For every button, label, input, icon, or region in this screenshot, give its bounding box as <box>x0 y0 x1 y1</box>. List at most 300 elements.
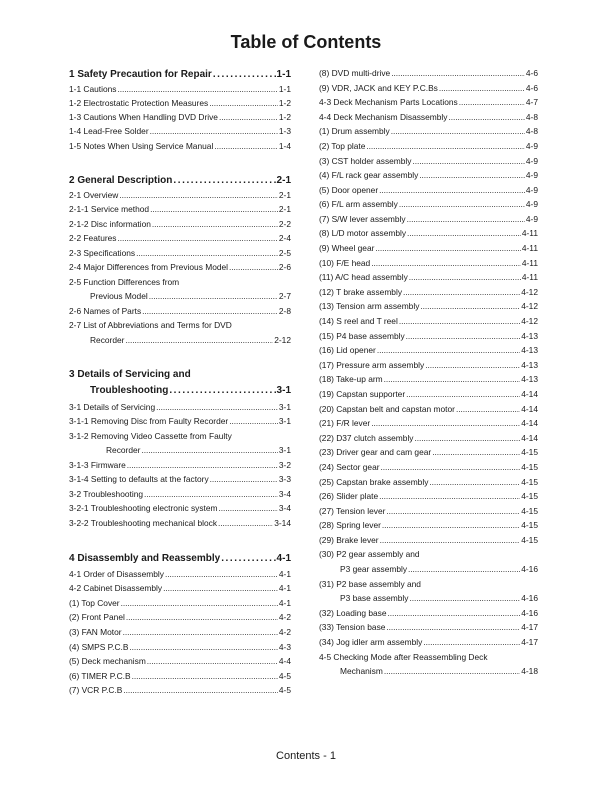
toc-page-number: 4-12 <box>521 286 538 297</box>
dot-leader <box>121 596 278 610</box>
dot-leader <box>379 183 525 197</box>
toc-entry-title: 2-2 Features <box>69 233 117 243</box>
toc-entry[interactable] <box>69 275 291 289</box>
toc-entry-title: (21) F/R lever <box>319 418 371 429</box>
toc-entry-title: 3-1-1 Removing Disc from Faulty Recorder <box>69 416 229 426</box>
toc-entry[interactable] <box>69 96 291 110</box>
toc-entry-title: (33) Tension base <box>319 622 386 633</box>
toc-page-number: 4-17 <box>521 637 538 647</box>
toc-page-number: 4-1 <box>278 569 291 579</box>
dot-leader <box>391 124 525 138</box>
toc-entry[interactable] <box>319 256 538 270</box>
toc-entry[interactable] <box>69 625 291 639</box>
toc-entry[interactable] <box>319 168 538 182</box>
toc-entry-title: (16) Lid opener <box>319 345 376 356</box>
dot-leader <box>382 518 520 532</box>
toc-entry[interactable] <box>319 343 538 357</box>
dot-leader <box>381 460 521 474</box>
toc-entry-title: 1-3 Cautions When Handling DVD Drive <box>69 112 218 122</box>
dot-leader <box>117 231 277 245</box>
dot-leader <box>384 664 520 678</box>
toc-entry[interactable] <box>319 358 538 372</box>
toc-entry[interactable] <box>319 562 538 576</box>
toc-entry-title: 4-2 Cabinet Disassembly <box>69 583 163 593</box>
dot-leader <box>403 285 520 299</box>
toc-page-number: 4-14 <box>521 388 538 399</box>
toc-entry-title: Previous Model <box>90 291 148 301</box>
dot-leader <box>165 567 278 581</box>
toc-entry[interactable] <box>69 654 291 668</box>
toc-entry-title: (19) Capstan supporter <box>319 388 406 399</box>
toc-page-number: 4-2 <box>278 627 291 637</box>
toc-entry[interactable] <box>319 139 538 153</box>
toc-entry[interactable] <box>319 650 538 664</box>
toc-page-number: 4-11 <box>521 272 538 283</box>
toc-entry-title: (26) Slider plate <box>319 491 379 502</box>
toc-entry-title: (5) Deck mechanism <box>69 656 146 666</box>
toc-page-number: 4-9 <box>525 170 538 181</box>
toc-page-number: 4-14 <box>521 432 538 443</box>
toc-section-heading[interactable] <box>69 173 291 189</box>
toc-page-number: 4-13 <box>521 374 538 385</box>
dot-leader <box>132 669 278 683</box>
page-footer: Contents - 1 <box>276 750 336 762</box>
toc-page-number: 2-12 <box>274 335 291 345</box>
toc-entry[interactable] <box>319 489 538 503</box>
dot-leader <box>142 304 278 318</box>
toc-entry-title: 4 Disassembly and Reassembly <box>69 553 221 564</box>
toc-entry[interactable] <box>319 460 538 474</box>
toc-entry[interactable] <box>69 669 291 683</box>
dot-leader <box>439 81 525 95</box>
toc-page-number: 4-13 <box>521 330 538 341</box>
toc-page-number: 4-18 <box>521 666 538 677</box>
toc-entry-title: (17) Pressure arm assembly <box>319 359 425 370</box>
toc-page-number: 4-11 <box>521 243 538 254</box>
dot-leader <box>384 372 521 386</box>
toc-entry[interactable] <box>319 154 538 168</box>
toc-entry[interactable] <box>69 640 291 654</box>
toc-entry[interactable] <box>319 197 538 211</box>
dot-leader <box>123 625 278 639</box>
toc-page-number: 2-6 <box>278 262 291 272</box>
toc-entry-title: (27) Tension lever <box>319 505 386 516</box>
toc-page-number: 4-9 <box>525 184 538 195</box>
toc-entry[interactable] <box>69 516 291 530</box>
toc-page-number: 1-2 <box>278 98 291 108</box>
toc-entry-title: 1-1 Cautions <box>69 84 117 94</box>
toc-page-number: 3-1 <box>278 402 291 412</box>
toc-entry-title: (5) Door opener <box>319 184 379 195</box>
toc-entry-title: (31) P2 base assembly and <box>319 578 421 589</box>
toc-entry-title: (4) F/L rack gear assembly <box>319 170 419 181</box>
toc-entry-title: (3) CST holder assembly <box>319 155 412 166</box>
toc-page-number: 3-2 <box>278 460 291 470</box>
dot-leader <box>229 260 278 274</box>
dot-leader <box>147 654 278 668</box>
toc-page-number: 4-5 <box>278 671 291 681</box>
toc-page-number: 2-1 <box>276 175 291 186</box>
toc-entry-title: Recorder <box>106 445 141 455</box>
toc-page-number: 4-1 <box>278 583 291 593</box>
dot-leader <box>399 197 525 211</box>
toc-entry[interactable] <box>69 458 291 472</box>
toc-entry[interactable] <box>319 591 538 605</box>
toc-page-number: 4-8 <box>525 111 538 122</box>
toc-page-number: 3-1 <box>278 445 291 455</box>
dot-leader <box>391 66 525 80</box>
dot-leader <box>380 533 521 547</box>
toc-entry[interactable] <box>69 82 291 96</box>
toc-entry[interactable] <box>319 504 538 518</box>
toc-entry[interactable] <box>319 402 538 416</box>
toc-entry[interactable] <box>319 475 538 489</box>
dot-leader <box>409 270 521 284</box>
dot-leader <box>219 501 278 515</box>
dot-leader <box>388 606 521 620</box>
toc-entry-title: 2-6 Names of Parts <box>69 306 142 316</box>
toc-entry-title: Mechanism <box>340 666 383 677</box>
toc-entry-title: 4-1 Order of Disassembly <box>69 569 164 579</box>
dot-leader <box>386 504 520 518</box>
dot-leader <box>150 202 278 216</box>
toc-entry-title: 4-4 Deck Mechanism Disassembly <box>319 111 448 122</box>
dot-leader <box>448 110 524 124</box>
dot-leader <box>129 640 277 654</box>
toc-entry[interactable] <box>69 333 291 347</box>
toc-page-number: 4-17 <box>521 622 538 633</box>
toc-entry-title: (7) S/W lever assembly <box>319 213 406 224</box>
dot-leader <box>379 489 520 503</box>
toc-entry[interactable] <box>319 431 538 445</box>
toc-entry-title: (22) D37 clutch assembly <box>319 432 414 443</box>
toc-entry[interactable] <box>69 110 291 124</box>
toc-entry[interactable] <box>69 414 291 428</box>
toc-page-number: 3-14 <box>274 518 291 528</box>
toc-section-heading[interactable] <box>69 383 291 399</box>
toc-entry[interactable] <box>69 202 291 216</box>
toc-entry-title: P3 base assembly <box>340 593 409 604</box>
toc-entry-title: 3 Details of Servicing and <box>69 369 191 380</box>
dot-leader <box>407 212 525 226</box>
toc-entry-title: (9) VDR, JACK and KEY P.C.Bs <box>319 82 438 93</box>
toc-page-number: 2-5 <box>278 248 291 258</box>
toc-entry-title: 2-4 Major Differences from Previous Model <box>69 262 229 272</box>
toc-section-heading[interactable] <box>69 367 291 383</box>
toc-page-number: 4-1 <box>276 553 291 564</box>
toc-page-number: 4-7 <box>525 97 538 108</box>
toc-page-number: 2-8 <box>278 306 291 316</box>
toc-entry[interactable] <box>69 188 291 202</box>
toc-entry[interactable] <box>319 547 538 561</box>
dot-leader <box>459 95 525 109</box>
toc-page-number: 1-3 <box>278 126 291 136</box>
toc-entry-title: (10) F/E head <box>319 257 371 268</box>
dot-leader <box>209 96 278 110</box>
toc-entry-title: (30) P2 gear assembly and <box>319 549 420 560</box>
toc-entry[interactable] <box>69 289 291 303</box>
toc-entry-title: 2-3 Specifications <box>69 248 136 258</box>
toc-page-number: 4-15 <box>521 447 538 458</box>
toc-entry[interactable] <box>69 260 291 274</box>
dot-leader <box>144 487 278 501</box>
toc-page-number: 4-4 <box>278 656 291 666</box>
toc-entry[interactable] <box>319 66 538 80</box>
dot-leader <box>210 472 278 486</box>
toc-entry[interactable] <box>319 81 538 95</box>
toc-page-number: 4-16 <box>521 564 538 575</box>
toc-page-number: 2-4 <box>278 233 291 243</box>
toc-page-number: 3-3 <box>278 474 291 484</box>
dot-leader <box>377 343 520 357</box>
toc-page-number: 4-15 <box>521 476 538 487</box>
toc-entry-title: P3 gear assembly <box>340 564 408 575</box>
toc-entry[interactable] <box>69 472 291 486</box>
toc-entry[interactable] <box>69 246 291 260</box>
toc-entry[interactable] <box>319 664 538 678</box>
dot-leader <box>409 591 520 605</box>
dot-leader <box>408 562 520 576</box>
toc-entry-title: (32) Loading base <box>319 607 387 618</box>
toc-page-number: 2-7 <box>278 291 291 301</box>
toc-page-number: 4-9 <box>525 213 538 224</box>
toc-entry-title: Recorder <box>90 335 125 345</box>
dot-leader <box>406 329 521 343</box>
toc-entry-title: 2-7 List of Abbreviations and Terms for DVD <box>69 320 232 330</box>
toc-page-number: 1-2 <box>278 112 291 122</box>
dot-leader <box>429 475 520 489</box>
toc-page-number: 4-9 <box>525 155 538 166</box>
toc-page-number: 4-8 <box>525 126 538 137</box>
toc-entry-title: (24) Sector gear <box>319 461 380 472</box>
toc-entry[interactable] <box>69 217 291 231</box>
toc-entry[interactable] <box>69 610 291 624</box>
toc-page-number: 2-1 <box>278 204 291 214</box>
dot-leader <box>415 431 521 445</box>
toc-entry[interactable] <box>69 596 291 610</box>
toc-entry-title: (11) A/C head assembly <box>319 272 408 283</box>
toc-page-number: 4-16 <box>521 593 538 604</box>
toc-entry[interactable] <box>69 567 291 581</box>
dot-leader <box>173 173 275 189</box>
toc-page-number: 4-5 <box>278 685 291 695</box>
toc-entry-title: 3-1-3 Firmware <box>69 460 126 470</box>
toc-entry[interactable] <box>319 387 538 401</box>
toc-page-number: 4-3 <box>278 642 291 652</box>
toc-entry-title: 2-1 Overview <box>69 190 119 200</box>
dot-leader <box>125 333 273 347</box>
toc-entry[interactable] <box>69 400 291 414</box>
toc-entry-title: 3-1-2 Removing Video Cassette from Faulty <box>69 431 232 441</box>
toc-entry[interactable] <box>69 487 291 501</box>
toc-entry-title: (25) Capstan brake assembly <box>319 476 429 487</box>
dot-leader <box>371 256 521 270</box>
toc-entry-title: 3-2-1 Troubleshooting electronic system <box>69 503 218 513</box>
dot-leader <box>141 443 277 457</box>
toc-entry-title: (15) P4 base assembly <box>319 330 405 341</box>
dot-leader <box>456 402 520 416</box>
toc-entry[interactable] <box>69 443 291 457</box>
dot-leader <box>406 387 520 401</box>
toc-page-number: 1-1 <box>278 84 291 94</box>
toc-entry[interactable] <box>319 329 538 343</box>
toc-page-number: 4-9 <box>525 199 538 210</box>
toc-page-number: 4-9 <box>525 140 538 151</box>
toc-entry[interactable] <box>69 124 291 138</box>
dot-leader <box>221 551 275 567</box>
toc-entry[interactable] <box>319 270 538 284</box>
toc-entry-title: (2) Top plate <box>319 140 366 151</box>
dot-leader <box>150 124 278 138</box>
toc-page-number: 3-4 <box>278 503 291 513</box>
toc-entry[interactable] <box>319 285 538 299</box>
toc-entry-title: 3-1 Details of Servicing <box>69 402 156 412</box>
toc-entry-title: 1 Safety Precaution for Repair <box>69 69 212 80</box>
dot-leader <box>371 416 520 430</box>
toc-page-number: 4-6 <box>525 82 538 93</box>
toc-entry-title: (6) F/L arm assembly <box>319 199 398 210</box>
toc-entry[interactable] <box>319 372 538 386</box>
dot-leader <box>213 67 276 83</box>
toc-page-number: 4-14 <box>521 403 538 414</box>
toc-entry[interactable] <box>319 226 538 240</box>
dot-leader <box>163 581 278 595</box>
toc-entry-title: (34) Jog idler arm assembly <box>319 637 423 647</box>
toc-page-number: 4-11 <box>521 228 538 239</box>
toc-section-heading[interactable] <box>69 551 291 567</box>
toc-entry-title: (1) Drum assembly <box>319 126 390 137</box>
toc-entry-title: 3-2 Troubleshooting <box>69 489 144 499</box>
toc-entry-title: (8) DVD multi-drive <box>319 68 391 78</box>
dot-leader <box>425 358 520 372</box>
toc-page-number: 4-13 <box>521 359 538 370</box>
toc-entry-title: 1-4 Lead-Free Solder <box>69 126 149 136</box>
toc-entry-title: (1) Top Cover <box>69 598 120 608</box>
toc-entry-title: 2-1-1 Service method <box>69 204 150 214</box>
toc-entry-title: 4-3 Deck Mechanism Parts Locations <box>319 97 458 108</box>
toc-page-number: 4-15 <box>521 534 538 545</box>
toc-page-number: 3-1 <box>278 416 291 426</box>
toc-entry[interactable] <box>319 518 538 532</box>
toc-entry[interactable] <box>69 581 291 595</box>
toc-entry[interactable] <box>319 95 538 109</box>
dot-leader <box>229 414 278 428</box>
toc-entry[interactable] <box>319 183 538 197</box>
toc-entry-title: 3-2-2 Troubleshooting mechanical block <box>69 518 218 528</box>
page-title: Table of Contents <box>230 32 382 52</box>
toc-page-number: 4-15 <box>521 505 538 516</box>
dot-leader <box>423 635 520 649</box>
dot-leader <box>218 516 273 530</box>
toc-entry[interactable] <box>319 577 538 591</box>
toc-entry-title: (8) L/D motor assembly <box>319 228 407 239</box>
toc-entry[interactable] <box>69 683 291 697</box>
toc-entry-title: 2-5 Function Differences from <box>69 277 180 287</box>
toc-page-number: 4-2 <box>278 612 291 622</box>
toc-entry[interactable] <box>69 501 291 515</box>
dot-leader <box>126 610 278 624</box>
dot-leader <box>399 314 520 328</box>
toc-page-number: 4-14 <box>521 418 538 429</box>
toc-section-heading[interactable] <box>69 67 291 83</box>
toc-entry-title: (12) T brake assembly <box>319 286 403 297</box>
toc-entry-title: (28) Spring lever <box>319 520 381 531</box>
toc-page-number: 4-1 <box>278 598 291 608</box>
toc-page-number: 4-6 <box>525 68 538 78</box>
toc-entry-title: (4) SMPS P.C.B <box>69 642 129 652</box>
dot-leader <box>156 400 278 414</box>
toc-entry[interactable] <box>319 606 538 620</box>
toc-entry[interactable] <box>69 318 291 332</box>
toc-entry[interactable] <box>319 416 538 430</box>
toc-page-number: 4-13 <box>521 345 538 356</box>
toc-entry-title: 3-1-4 Setting to defaults at the factory <box>69 474 209 484</box>
toc-entry-title: (23) Driver gear and cam gear <box>319 447 432 458</box>
toc-entry-title: 4-5 Checking Mode after Reassembling Deck <box>319 651 488 662</box>
dot-leader <box>169 383 275 399</box>
toc-entry[interactable] <box>319 241 538 255</box>
toc-entry[interactable] <box>319 110 538 124</box>
toc-entry[interactable] <box>319 620 538 634</box>
dot-leader <box>214 139 278 153</box>
toc-entry[interactable] <box>319 635 538 649</box>
dot-leader <box>419 168 525 182</box>
dot-leader <box>420 299 520 313</box>
toc-page-number: 4-15 <box>521 491 538 502</box>
dot-leader <box>432 445 520 459</box>
toc-page-number: 4-15 <box>521 461 538 472</box>
dot-leader <box>375 241 520 255</box>
dot-leader <box>152 217 278 231</box>
toc-entry[interactable] <box>69 139 291 153</box>
toc-entry-title: (18) Take-up arm <box>319 374 383 385</box>
toc-entry[interactable] <box>69 304 291 318</box>
toc-entry-title: (6) TIMER P.C.B <box>69 671 131 681</box>
toc-entry-title: Troubleshooting <box>90 385 169 396</box>
toc-entry[interactable] <box>319 445 538 459</box>
dot-leader <box>386 620 520 634</box>
dot-leader <box>149 289 278 303</box>
dot-leader <box>127 458 278 472</box>
toc-entry[interactable] <box>319 299 538 313</box>
toc-entry[interactable] <box>69 429 291 443</box>
toc-entry[interactable] <box>69 231 291 245</box>
toc-entry-title: (2) Front Panel <box>69 612 125 622</box>
toc-entry-title: 1-5 Notes When Using Service Manual <box>69 141 214 151</box>
dot-leader <box>123 683 278 697</box>
toc-page-number: 3-1 <box>276 385 291 396</box>
toc-entry[interactable] <box>319 212 538 226</box>
dot-leader <box>119 188 278 202</box>
toc-entry-title: (20) Capstan belt and capstan motor <box>319 403 455 414</box>
dot-leader <box>219 110 278 124</box>
toc-page-number: 4-15 <box>521 520 538 531</box>
toc-entry[interactable] <box>319 314 538 328</box>
toc-entry[interactable] <box>319 533 538 547</box>
dot-leader <box>118 82 278 96</box>
toc-entry-title: (13) Tension arm assembly <box>319 301 420 312</box>
toc-entry-title: (7) VCR P.C.B <box>69 685 123 695</box>
dot-leader <box>412 154 524 168</box>
toc-entry-title: (14) S reel and T reel <box>319 316 398 327</box>
toc-entry-title: (3) FAN Motor <box>69 627 122 637</box>
toc-page-number: 4-11 <box>521 257 538 268</box>
toc-entry-title: 2 General Description <box>69 175 173 186</box>
dot-leader <box>407 226 521 240</box>
toc-entry[interactable] <box>319 124 538 138</box>
dot-leader <box>136 246 278 260</box>
dot-leader <box>366 139 524 153</box>
